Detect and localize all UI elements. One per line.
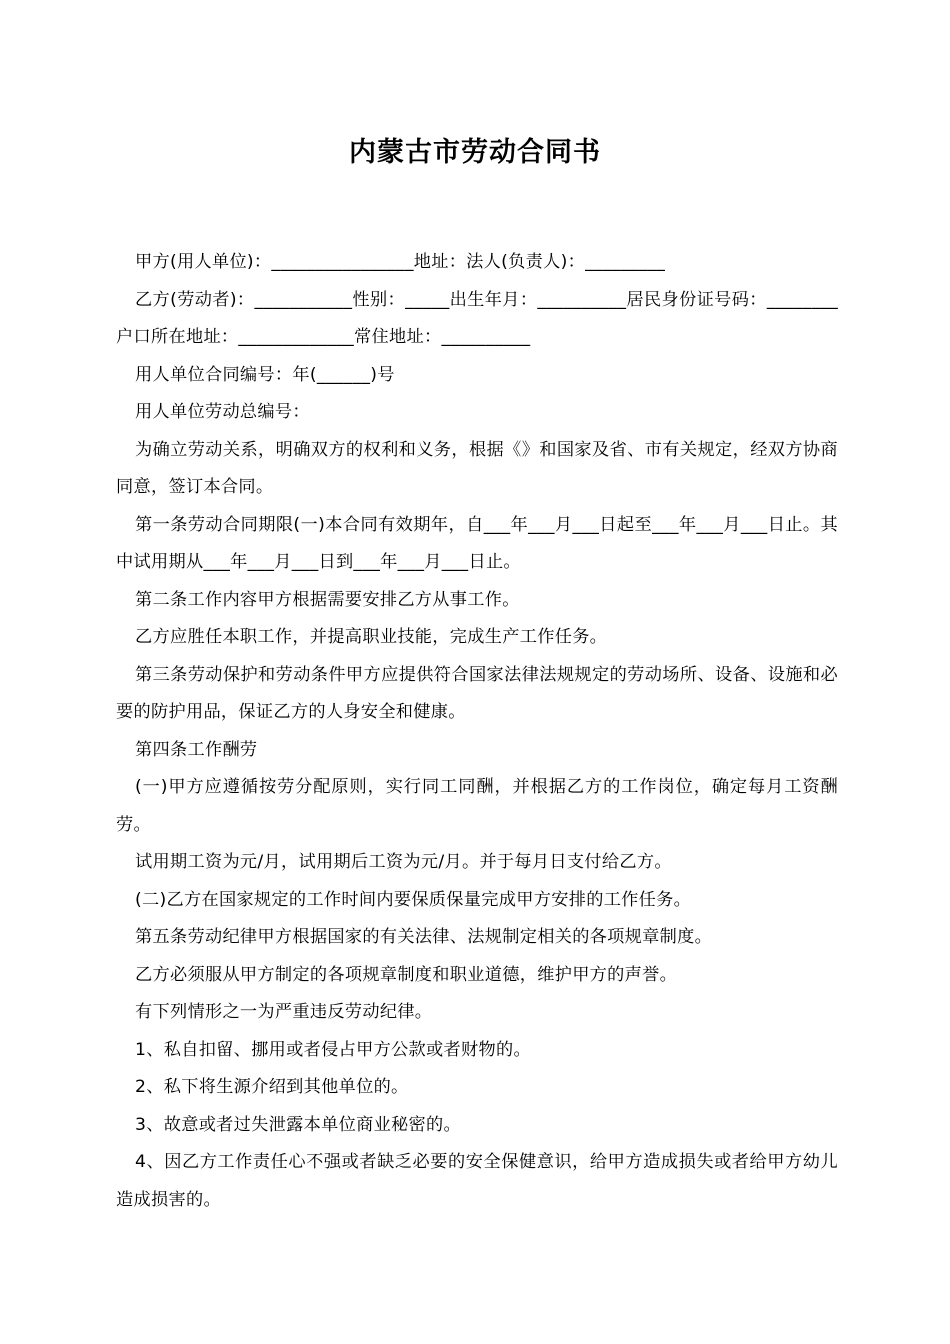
contract-number-line: 用人单位合同编号：年(______)号 xyxy=(135,364,395,385)
article-2-work-content: 第二条工作内容甲方根据需要安排乙方从事工作。 xyxy=(135,589,520,610)
article-5-violations-intro: 有下列情形之一为严重违反劳动纪律。 xyxy=(135,1002,433,1022)
violation-item-4: 4、因乙方工作责任心不强或者缺乏必要的安全保健意识，给甲方造成损失或者给甲方幼儿造成损害的。 xyxy=(116,1152,838,1210)
party-a-line: 甲方(用人单位)：________________地址：法人(负责人)：_________ xyxy=(135,252,666,272)
party-b-line: 乙方(劳动者)：___________性别：_____出生年月：__________居民身份证号码：________户口所在地址：_____________常住地址：__________ xyxy=(116,289,838,347)
violation-item-2: 2、私下将生源介绍到其他单位的。 xyxy=(135,1077,409,1097)
document-title: 内蒙古市劳动合同书 xyxy=(349,137,601,168)
violation-item-3: 3、故意或者过失泄露本单位商业秘密的。 xyxy=(135,1114,462,1135)
article-4-clause-2: (二)乙方在国家规定的工作时间内要保质保量完成甲方安排的工作任务。 xyxy=(135,889,692,910)
labor-total-number-line: 用人单位劳动总编号： xyxy=(135,402,310,422)
article-1-term: 第一条劳动合同期限(一)本合同有效期年，自___年___月___日起至___年___月___日止。其中试用期从___年___月___日到___年___月___日止。 xyxy=(116,514,838,572)
document-body xyxy=(116,244,838,1219)
article-4-clause-1: (一)甲方应遵循按劳分配原则，实行同工同酬，并根据乙方的工作岗位，确定每月工资酬劳。 xyxy=(116,777,838,835)
article-4-salary: 试用期工资为元/月，试用期后工资为元/月。并于每月日支付给乙方。 xyxy=(135,852,672,872)
violation-item-1: 1、私自扣留、挪用或者侵占甲方公款或者财物的。 xyxy=(135,1039,531,1060)
article-2-duty: 乙方应胜任本职工作，并提高职业技能，完成生产工作任务。 xyxy=(135,627,608,647)
article-3-protection: 第三条劳动保护和劳动条件甲方应提供符合国家法律法规规定的劳动场所、设备、设施和必要的防护用品，保证乙方的人身安全和健康。 xyxy=(116,664,838,722)
preamble-paragraph: 为确立劳动关系，明确双方的权利和义务，根据《》和国家及省、市有关规定，经双方协商同意，签订本合同。 xyxy=(116,439,838,497)
article-5-obey: 乙方必须服从甲方制定的各项规章制度和职业道德，维护甲方的声誉。 xyxy=(135,964,678,985)
article-4-heading: 第四条工作酬劳 xyxy=(135,739,258,760)
article-5-discipline: 第五条劳动纪律甲方根据国家的有关法律、法规制定相关的各项规章制度。 xyxy=(135,927,713,947)
